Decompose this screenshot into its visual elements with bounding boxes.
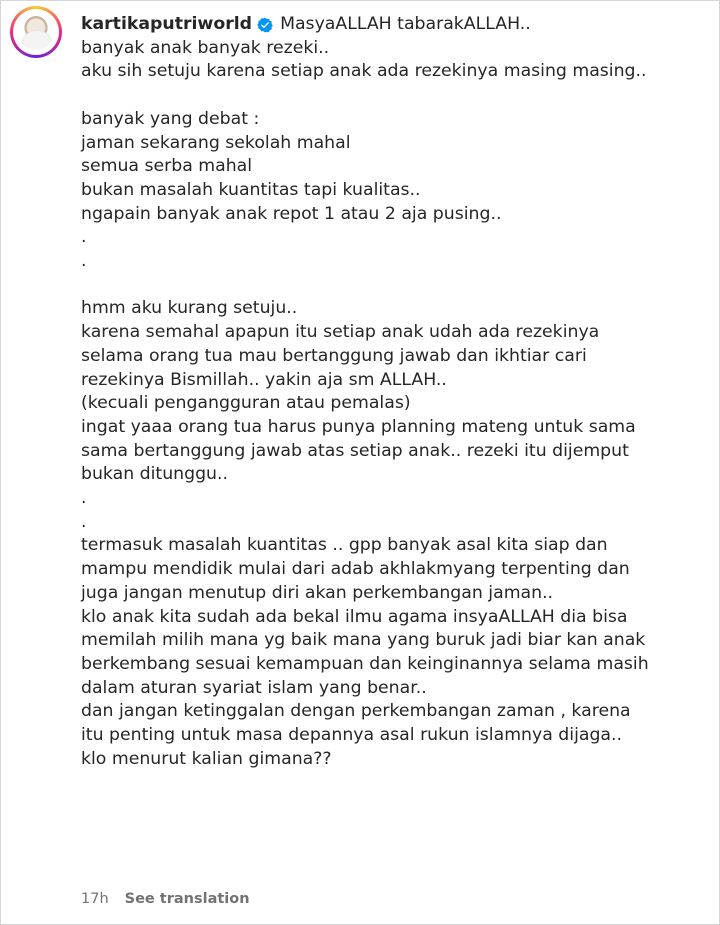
caption-line: karena semahal apapun itu setiap anak udah ada rezekinya [81,322,600,343]
caption-line: hmm aku kurang setuju.. [81,298,298,319]
caption-line: . [81,251,87,272]
caption-line: . [81,511,87,532]
caption-first-line-text: MasyaALLAH tabarakALLAH.. [280,14,531,34]
see-translation-button[interactable]: See translation [124,891,250,907]
avatar[interactable] [10,6,62,58]
caption-line: ingat yaaa orang tua harus punya planning mateng untuk sama [81,416,636,437]
caption-line: semua serba mahal [81,156,253,177]
caption-line: mampu mendidik mulai dari adab akhlakmyang terpenting dan [81,559,630,580]
caption-line: banyak anak banyak rezeki.. [81,37,330,58]
caption-line: banyak yang debat : [81,108,260,129]
caption-line: aku sih setuju karena setiap anak ada rezekinya masing masing.. [81,61,647,82]
caption-line: dan jangan ketinggalan dengan perkembangan zaman , karena [81,701,631,722]
username-link[interactable]: kartikaputriworld [81,14,253,34]
caption-line: termasuk masalah kuantitas .. gpp banyak asal kita siap dan [81,535,608,556]
caption-line: bukan masalah kuantitas tapi kualitas.. [81,179,421,200]
caption-line: (kecuali pengangguran atau pemalas) [81,393,411,414]
post-meta [81,889,250,909]
avatar-photo [18,14,54,50]
caption-line [81,84,706,108]
caption-line: rezekinya Bismillah.. yakin aja sm ALLAH.. [81,369,447,390]
caption-first-line [81,13,706,37]
caption-line: ngapain banyak anak repot 1 atau 2 aja pusing.. [81,203,502,224]
caption-line: sama bertanggung jawab atas setiap anak.. rezeki itu dijemput [81,440,629,461]
caption-line: klo menurut kalian gimana?? [81,748,332,769]
caption-line: bukan ditunggu.. [81,464,228,485]
post-time[interactable]: 17h [81,891,109,907]
caption-line: . [81,488,87,509]
caption-lines [81,37,706,772]
caption-line: klo anak kita sudah ada bekal ilmu agama insyaALLAH dia bisa [81,606,628,627]
caption-line: . [81,227,87,248]
caption-line: jaman sekarang sekolah mahal [81,132,351,153]
caption-line: juga jangan menutup diri akan perkembangan jaman.. [81,582,554,603]
verified-badge-icon [257,17,273,33]
caption-line: selama orang tua mau bertanggung jawab dan ikhtiar cari [81,345,587,366]
caption-line [81,274,706,298]
caption-line: berkembang sesuai kemampuan dan keinginannya selama masih [81,653,649,674]
caption-line: dalam aturan syariat islam yang benar.. [81,677,427,698]
caption-line: memilah milih mana yg baik mana yang buruk jadi biar kan anak [81,630,646,651]
avatar-ring-inner [13,9,59,55]
caption-line: itu penting untuk masa depannya asal rukun islamnya dijaga.. [81,725,623,746]
post-caption [81,13,706,771]
